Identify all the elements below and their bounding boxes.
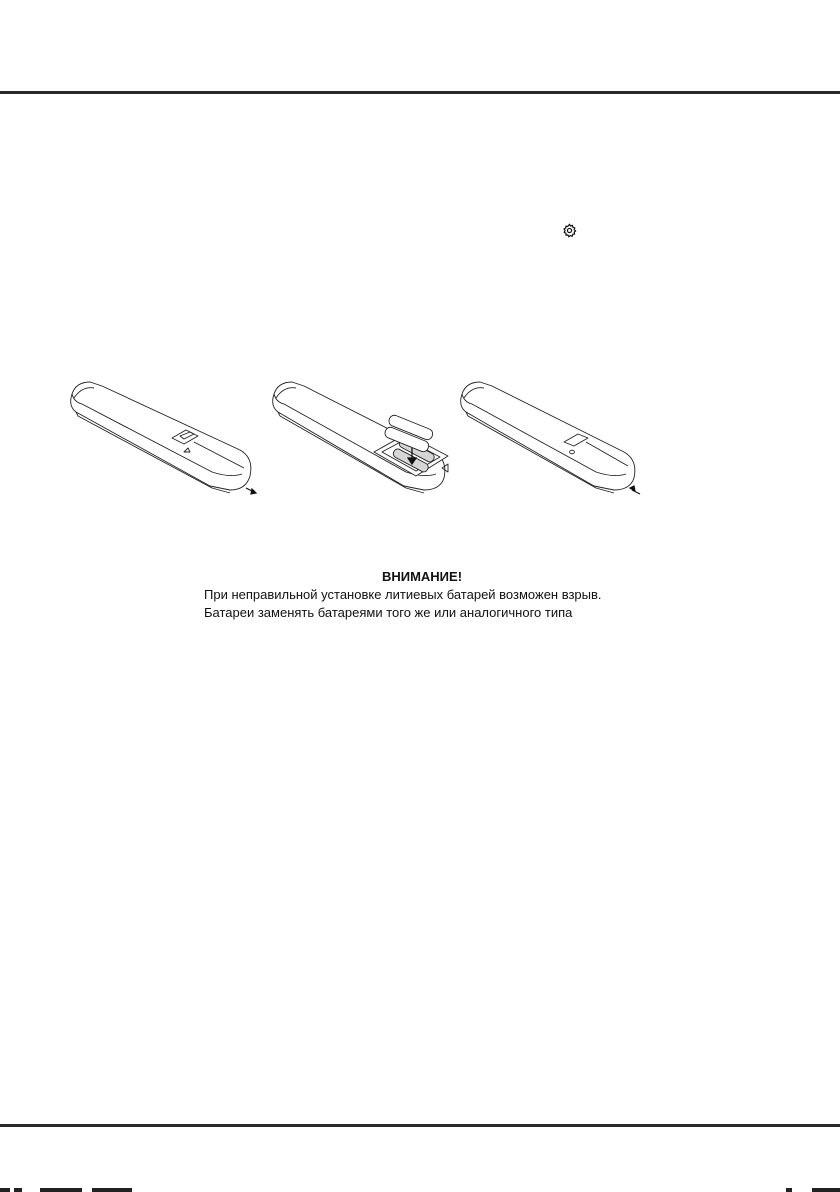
warning-line-1: При неправильной установке литиевых батарей возможен взрыв. — [204, 587, 602, 602]
header-rule — [0, 91, 840, 94]
footer-rule — [0, 1124, 840, 1127]
remote-cover-closing-figure — [452, 372, 652, 502]
gear-icon — [562, 223, 577, 238]
warning-line-2: Батареи заменять батареями того же или аналогичного типа — [204, 605, 573, 620]
remote-batteries-inserting-figure — [266, 372, 466, 502]
warning-title: ВНИМАНИЕ! — [381, 569, 463, 584]
remote-cover-removing-figure — [62, 372, 262, 502]
battery-warning — [204, 568, 644, 622]
footer-cropped-text — [0, 1186, 840, 1192]
